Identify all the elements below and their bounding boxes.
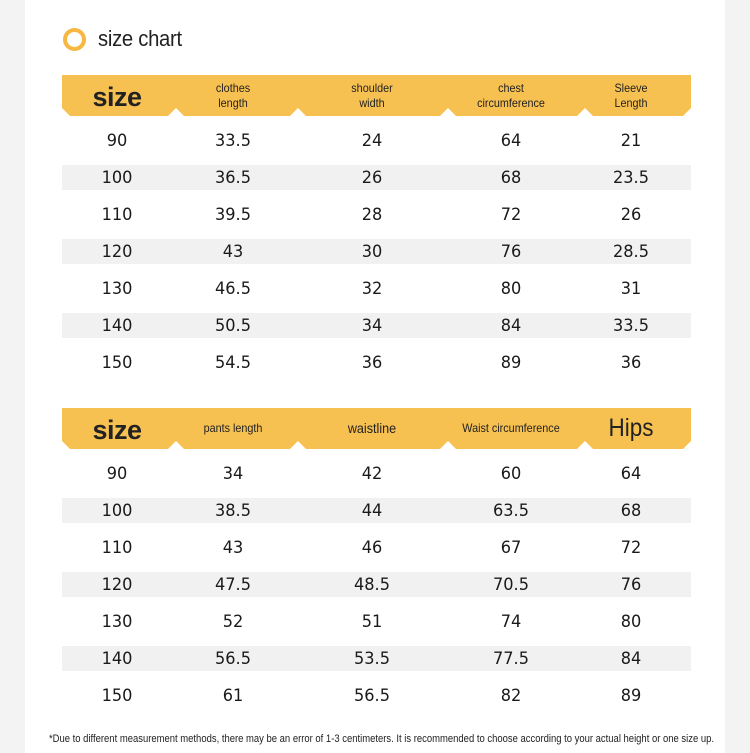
table-row — [62, 239, 691, 264]
table-cell: 68 — [500, 167, 522, 188]
column-header-label: clothes — [215, 80, 251, 95]
table-cell: 80 — [620, 611, 642, 632]
table-cell: 68 — [620, 500, 642, 521]
table-cell: 50.5 — [215, 315, 251, 336]
circle-icon — [63, 28, 86, 51]
column-header-label: shoulder — [351, 80, 393, 95]
table-cell: 77.5 — [493, 648, 529, 669]
table-cell: 84 — [500, 315, 522, 336]
table-cell: 63.5 — [493, 500, 529, 521]
table-cell: 30 — [361, 241, 383, 262]
table-cell: 74 — [500, 611, 522, 632]
table-cell: 36 — [620, 352, 642, 373]
table-cell: 100 — [101, 167, 133, 188]
table-cell: 46.5 — [215, 278, 251, 299]
table-cell: 70.5 — [493, 574, 529, 595]
table-header — [62, 75, 691, 116]
table-cell: 47.5 — [215, 574, 251, 595]
table-cell: 64 — [500, 130, 522, 151]
table-cell: 130 — [101, 611, 133, 632]
column-header — [314, 75, 431, 116]
table-cell: 150 — [101, 352, 133, 373]
table-cell: 140 — [101, 315, 133, 336]
column-header — [453, 408, 570, 449]
column-header — [573, 75, 690, 116]
table-cell: 56.5 — [215, 648, 251, 669]
table-row — [62, 202, 691, 227]
column-header-label: Length — [614, 95, 648, 110]
bottom-measurement-table — [62, 408, 691, 708]
table-cell: 43 — [222, 241, 244, 262]
column-header — [453, 75, 570, 116]
table-cell: 90 — [106, 130, 128, 151]
table-row — [62, 572, 691, 597]
table-cell: 28.5 — [613, 241, 649, 262]
table-cell: 82 — [500, 685, 522, 706]
table-cell: 53.5 — [354, 648, 390, 669]
size-chart-title — [63, 24, 189, 54]
table-cell: 23.5 — [613, 167, 649, 188]
column-header — [52, 75, 182, 116]
table-cell: 54.5 — [215, 352, 251, 373]
page-title: size chart — [98, 26, 182, 51]
table-cell: 51 — [361, 611, 383, 632]
table-cell: 44 — [361, 500, 383, 521]
header-notch — [290, 441, 306, 449]
column-header — [573, 408, 690, 449]
table-cell: 34 — [361, 315, 383, 336]
table-cell: 120 — [101, 574, 133, 595]
table-cell: 43 — [222, 537, 244, 558]
column-header-label: width — [359, 95, 385, 110]
column-header-label: Waist circumference — [462, 421, 560, 435]
table-cell: 64 — [620, 463, 642, 484]
table-cell: 36.5 — [215, 167, 251, 188]
table-cell: 80 — [500, 278, 522, 299]
footnote: *Due to different measurement methods, there may be an error of 1-3 centimeters. It is recommended to choose according to your actual height or one size up. — [49, 733, 715, 745]
table-cell: 34 — [222, 463, 244, 484]
table-cell: 140 — [101, 648, 133, 669]
table-row — [62, 165, 691, 190]
table-cell: 130 — [101, 278, 133, 299]
table-cell: 120 — [101, 241, 133, 262]
table-cell: 48.5 — [354, 574, 390, 595]
table-cell: 76 — [500, 241, 522, 262]
column-header — [314, 408, 431, 449]
table-cell: 21 — [620, 130, 642, 151]
column-header — [175, 408, 292, 449]
table-cell: 38.5 — [215, 500, 251, 521]
table-row — [62, 498, 691, 523]
table-cell: 26 — [361, 167, 383, 188]
table-cell: 26 — [620, 204, 642, 225]
table-cell: 28 — [361, 204, 383, 225]
top-measurement-table — [62, 75, 691, 375]
table-cell: 150 — [101, 685, 133, 706]
table-cell: 84 — [620, 648, 642, 669]
column-header — [175, 75, 292, 116]
table-cell: 110 — [101, 204, 133, 225]
table-cell: 61 — [222, 685, 244, 706]
table-cell: 89 — [500, 352, 522, 373]
table-cell: 42 — [361, 463, 383, 484]
table-row — [62, 461, 691, 486]
table-cell: 39.5 — [215, 204, 251, 225]
column-header-label: waistline — [347, 419, 397, 436]
column-header-label: Sleeve — [614, 80, 648, 95]
table-row — [62, 276, 691, 301]
table-row — [62, 535, 691, 560]
table-row — [62, 313, 691, 338]
table-row — [62, 350, 691, 375]
table-cell: 90 — [106, 463, 128, 484]
header-notch — [290, 108, 306, 116]
table-cell: 72 — [500, 204, 522, 225]
table-row — [62, 128, 691, 153]
table-cell: 24 — [361, 130, 383, 151]
table-cell: 32 — [361, 278, 383, 299]
table-cell: 31 — [620, 278, 642, 299]
column-header-label: circumference — [477, 95, 545, 110]
table-cell: 76 — [620, 574, 642, 595]
column-header-label: size — [92, 415, 142, 446]
column-header — [52, 408, 182, 449]
column-header-label: length — [218, 95, 248, 110]
table-row — [62, 646, 691, 671]
table-cell: 46 — [361, 537, 383, 558]
table-cell: 52 — [222, 611, 244, 632]
table-cell: 56.5 — [354, 685, 390, 706]
table-row — [62, 683, 691, 708]
column-header-label: chest — [498, 80, 524, 95]
column-header-label: pants length — [203, 421, 263, 435]
table-cell: 110 — [101, 537, 133, 558]
table-cell: 60 — [500, 463, 522, 484]
table-row — [62, 609, 691, 634]
table-cell: 36 — [361, 352, 383, 373]
column-header-label: Hips — [608, 413, 654, 442]
table-cell: 67 — [500, 537, 522, 558]
table-cell: 33.5 — [215, 130, 251, 151]
table-cell: 89 — [620, 685, 642, 706]
table-header — [62, 408, 691, 449]
column-header-label: size — [92, 82, 142, 113]
table-cell: 72 — [620, 537, 642, 558]
table-cell: 33.5 — [613, 315, 649, 336]
table-cell: 100 — [101, 500, 133, 521]
